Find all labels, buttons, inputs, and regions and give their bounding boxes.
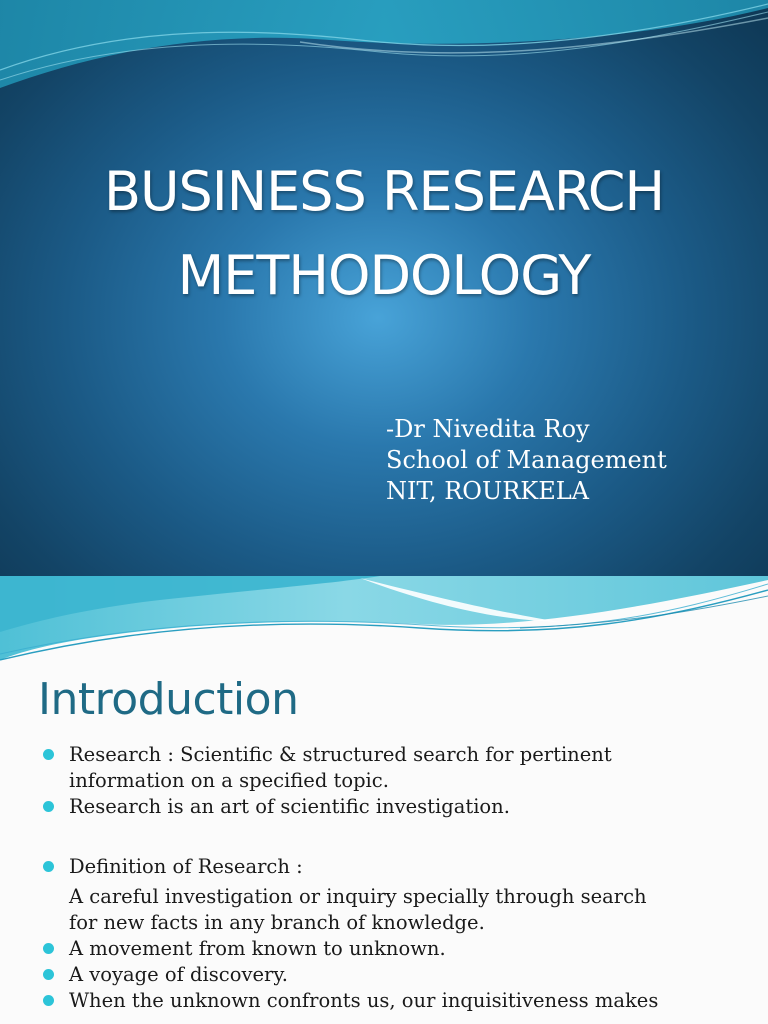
bullet-dot-icon — [43, 969, 54, 980]
bullet-dot-icon — [43, 861, 54, 872]
bullet-text: Definition of Research : — [69, 855, 303, 878]
bullet-dot-icon — [43, 943, 54, 954]
list-item — [40, 742, 740, 794]
title-line-1: BUSINESS RESEARCH — [103, 160, 665, 223]
bullet-list — [40, 742, 740, 1014]
author-institution: NIT, ROURKELA — [386, 477, 589, 505]
decorative-waves — [0, 576, 768, 666]
list-item — [40, 936, 740, 962]
author-name: -Dr Nivedita Roy — [386, 415, 590, 443]
bullet-text: Research is an art of scientific investigation. — [69, 795, 510, 818]
list-item — [40, 794, 740, 820]
list-item — [40, 962, 740, 988]
list-item — [40, 854, 740, 936]
list-item — [40, 988, 740, 1014]
bullet-continuation: for new facts in any branch of knowledge. — [69, 911, 485, 934]
bullet-text: A movement from known to unknown. — [69, 937, 446, 960]
bullet-text: Research : Scientific & structured search for pertinent — [69, 743, 612, 766]
author-department: School of Management — [386, 446, 667, 474]
bullet-text: A voyage of discovery. — [69, 963, 288, 986]
bullet-continuation: information on a specified topic. — [69, 769, 389, 792]
slide-title — [0, 150, 768, 318]
bullet-dot-icon — [43, 749, 54, 760]
slide-heading: Introduction — [38, 674, 299, 725]
bullet-dot-icon — [43, 995, 54, 1006]
bullet-text: When the unknown confronts us, our inquisitiveness makes — [69, 989, 659, 1012]
introduction-slide — [0, 576, 768, 1024]
author-block — [386, 414, 667, 507]
title-line-2: METHODOLOGY — [177, 244, 591, 307]
bullet-continuation: A careful investigation or inquiry specially through search — [69, 885, 647, 908]
bullet-dot-icon — [43, 801, 54, 812]
decorative-waves — [0, 0, 768, 110]
